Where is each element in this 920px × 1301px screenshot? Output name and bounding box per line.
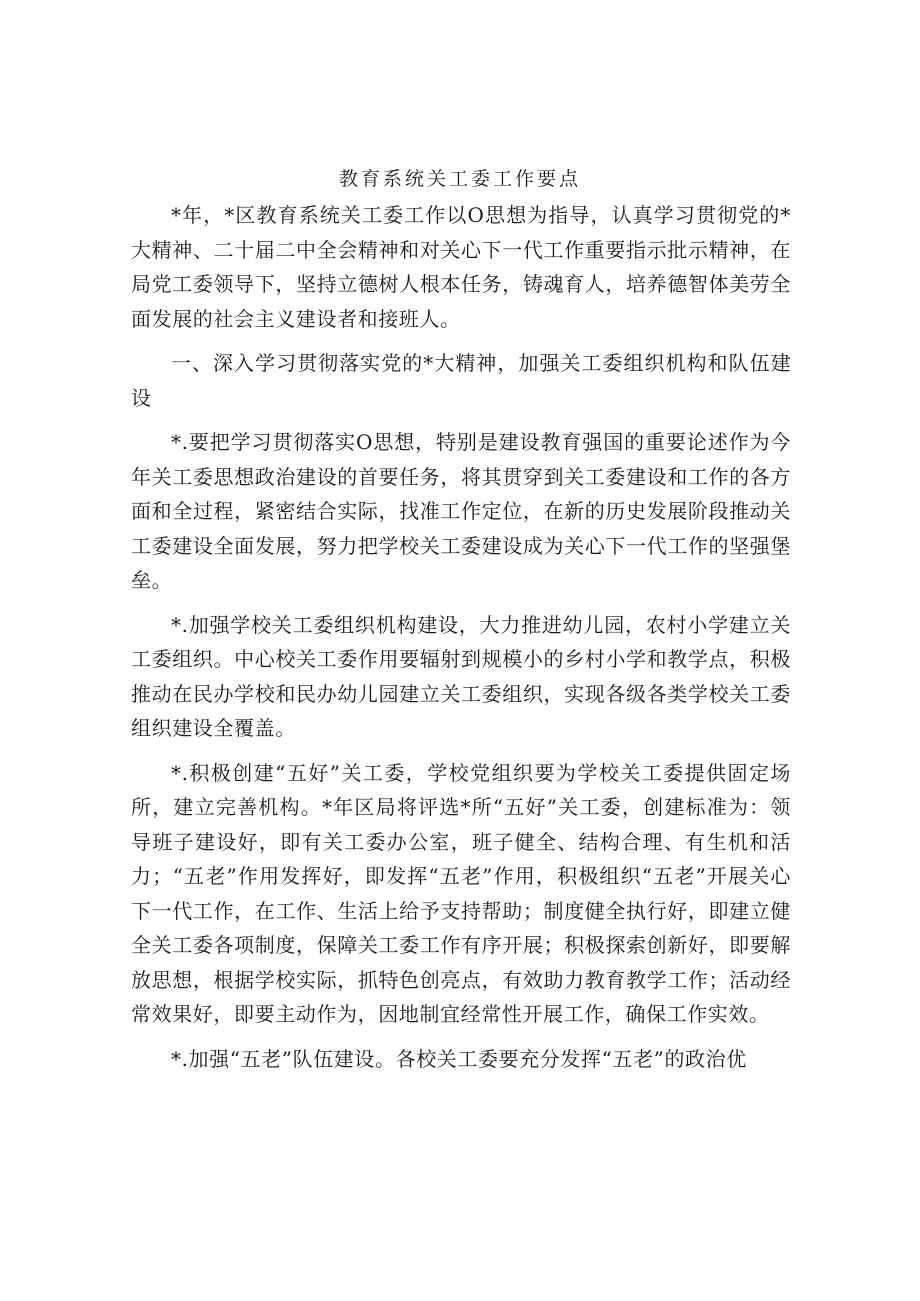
item-paragraph-4: *.加强“五老”队伍建设。各校关工委要充分发挥“五老”的政治优	[171, 1046, 747, 1071]
section-heading-1: 一、深入学习贯彻落实党的*大精神，加强关工委组织机构和队伍建设	[131, 351, 791, 410]
item-paragraph-3: *.积极创建“五好”关工委，学校党组织要为学校关工委提供固定场所，建立完善机构。*年区局将评选*所“五好”关工委，创建标准为：领导班子建设好，即有关工委办公室，班子健全、结构合理、有生机和活力；“五老”作用发挥好，即发挥“五老”作用，积极组织“五老”开展关心下一代工作，在工作、生活上给予支持帮助；制度健全执行好，即建立健全关工委各项制度，保障关工委工作有序开展；积极探索创新好，即要解放思想，根据学校实际，抓特色创亮点，有效助力教育教学工作；活动经常效果好，即要主动作为，因地制宜经常性开展工作，确保工作实效。	[131, 760, 791, 1026]
document-title: 教育系统关工委工作要点	[338, 168, 581, 190]
item-paragraph-2: *.加强学校关工委组织机构建设，大力推进幼儿园，农村小学建立关工委组织。中心校关工委作用要辐射到规模小的乡村小学和教学点，积极推动在民办学校和民办幼儿园建立关工委组织，实现各级各类学校关工委组织建设全覆盖。	[131, 612, 791, 740]
item-paragraph-1: *.要把学习贯彻落实O思想，特别是建设教育强国的重要论述作为今年关工委思想政治建设的首要任务，将其贯穿到关工委建设和工作的各方面和全过程，紧密结合实际，找准工作定位，在新的历史发展阶段推动关工委建设全面发展，努力把学校关工委建设成为关心下一代工作的坚强堡垒。	[131, 430, 791, 592]
intro-paragraph: *年，*区教育系统关工委工作以O思想为指导，认真学习贯彻党的*大精神、二十届二中全会精神和对关心下一代工作重要指示批示精神，在局党工委领导下，坚持立德树人根本任务，铸魂育人，培养德智体美劳全面发展的社会主义建设者和接班人。	[131, 203, 791, 331]
document-body	[131, 198, 791, 1086]
